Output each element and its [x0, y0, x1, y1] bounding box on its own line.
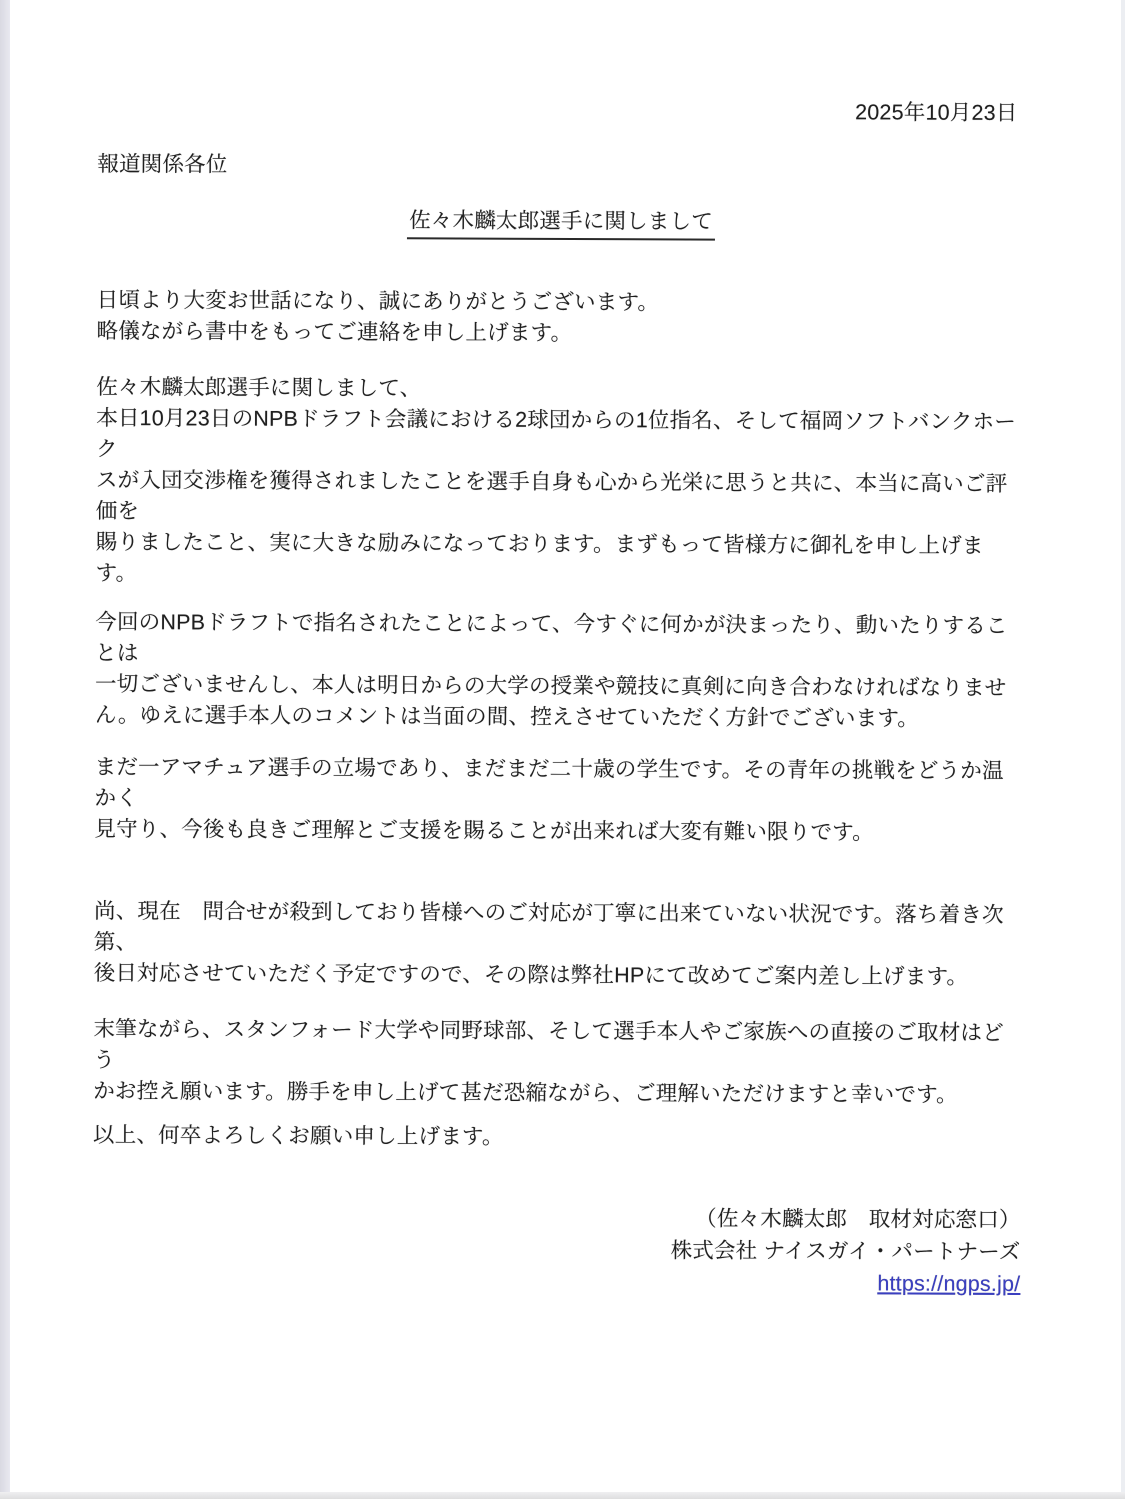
- paragraph-greeting: [96, 285, 1024, 351]
- text-line: 賜りましたこと、実に大きな励みになっております。まずもって皆様方に御礼を申し上げます。: [95, 529, 984, 586]
- text-line: 見守り、今後も良きご理解とご支援を賜ることが出来れば大変有難い限りです。: [94, 816, 874, 845]
- company-website-link[interactable]: https://ngps.jp/: [877, 1271, 1021, 1296]
- text-line: 今回のNPBドラフトで指名されたことによって、今すぐに何かが決まったり、動いたりすることは: [95, 609, 1008, 666]
- document-page: [10, 0, 1121, 1492]
- screenshot-edge-bottom: [0, 1492, 1125, 1499]
- text-line: 略儀ながら書中をもってご連絡を申し上げます。: [96, 318, 573, 346]
- text-line: まだ一アマチュア選手の立場であり、まだまだ二十歳の学生です。その青年の挑戦をどうか温かく: [94, 754, 1004, 811]
- signature-contact: （佐々木麟太郎 取材対応窓口）: [695, 1206, 1021, 1232]
- text-line: ん。ゆえに選手本人のコメントは当面の間、控えさせていただく方針でございます。: [94, 702, 920, 731]
- text-line: 末筆ながら、スタンフォード大学や同野球部、そして選手本人やご家族への直接のご取材はどう: [93, 1016, 1004, 1073]
- closing-line: 以上、何卒よろしくお願い申し上げます。: [92, 1122, 504, 1149]
- document-title: 佐々木麟太郎選手に関しまして: [407, 205, 715, 240]
- text-line: かお控え願います。勝手を申し上げて甚だ恐縮ながら、ご理解いただけますと幸いです。: [93, 1078, 958, 1107]
- text-line: 佐々木麟太郎選手に関しまして、: [96, 374, 422, 401]
- screenshot-edge-right: [1121, 0, 1125, 1499]
- document-content: [4, 0, 1121, 1300]
- signature-link-row: [92, 1264, 1020, 1300]
- text-line: 後日対応させていただく予定ですので、その際は弊社HPにて改めてご案内差し上げます。: [93, 960, 969, 989]
- signature-block: [92, 1200, 1020, 1300]
- recipient-line: 報道関係各位: [97, 151, 228, 177]
- title-row: [97, 204, 1025, 242]
- text-line: 一切ございませんし、本人は明日からの大学の授業や競技に真剣に向き合わなければなりませ: [94, 671, 1007, 700]
- paragraph-draft-announcement: [95, 372, 1024, 593]
- document-date: 2025年10月23日: [855, 100, 1018, 125]
- text-line: 日頃より大変お世話になり、誠にありがとうございます。: [96, 287, 660, 315]
- paragraph-amateur-status: [94, 752, 1022, 849]
- paragraph-inquiry-status: [94, 896, 1022, 993]
- paragraph-interview-request: [93, 1014, 1021, 1111]
- paragraph-no-immediate-changes: [95, 607, 1024, 735]
- text-line: 本日10月23日のNPBドラフト会議における2球団からの1位指名、そして福岡ソフトバンクホーク: [95, 405, 1017, 462]
- text-line: スが入団交渉権を獲得されましたことを選手自身も心から光栄に思うと共に、本当に高いご評価を: [95, 467, 1008, 524]
- signature-company: 株式会社 ナイスガイ・パートナーズ: [670, 1238, 1021, 1264]
- text-line: 尚、現在 問合せが殺到しており皆様へのご対応が丁寧に出来ていない状況です。落ち着き次第、: [93, 898, 1004, 955]
